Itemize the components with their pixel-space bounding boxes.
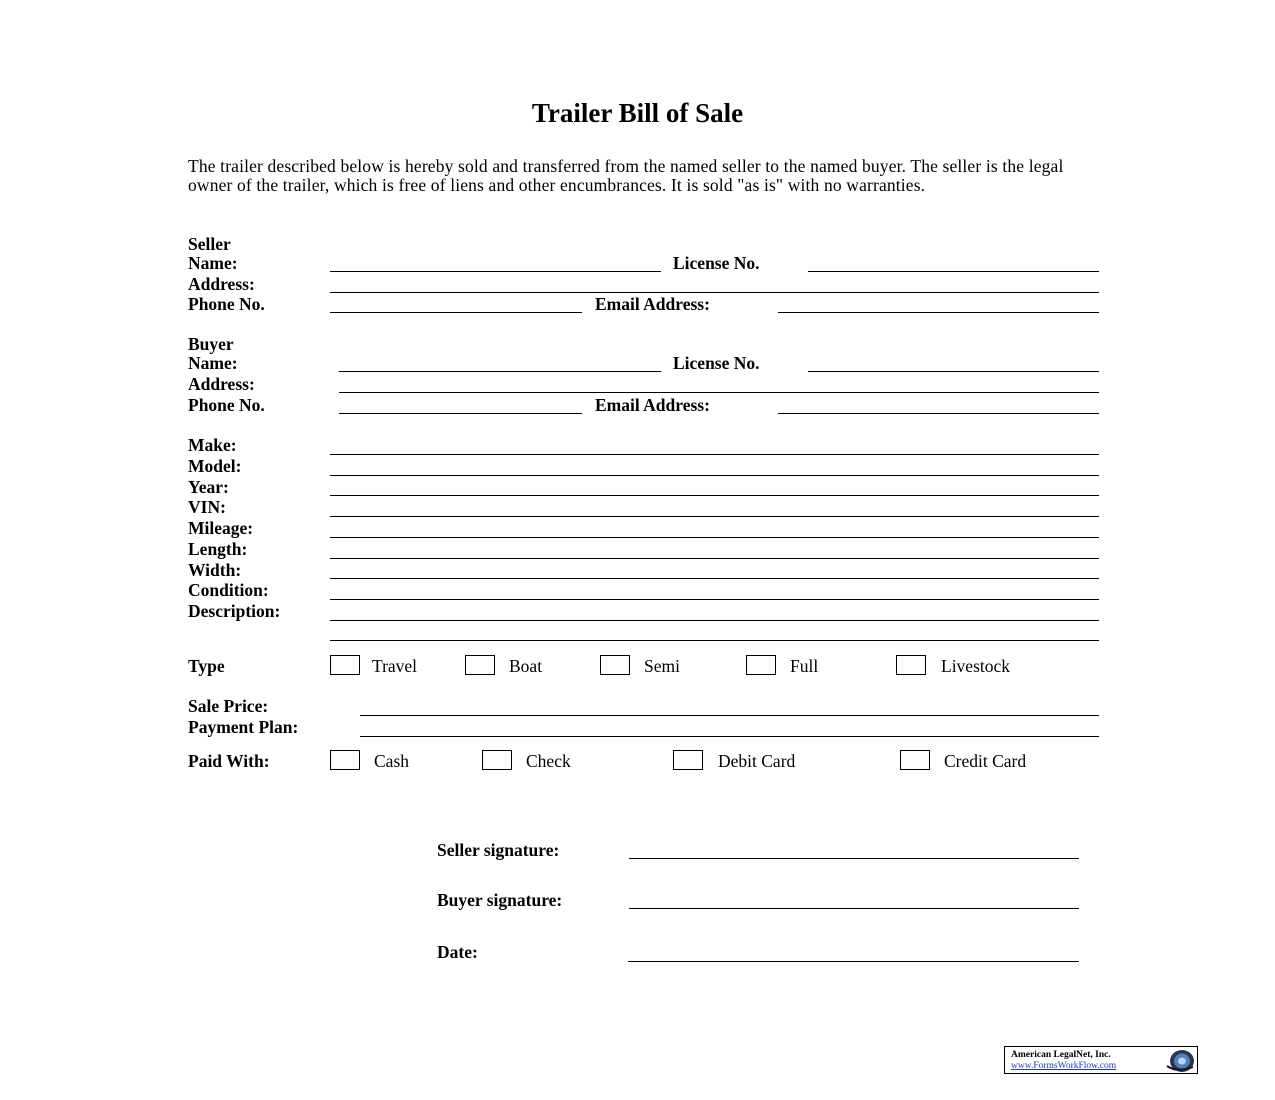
- seller-phone-field[interactable]: [330, 312, 582, 313]
- seller-address-label: Address:: [188, 274, 255, 294]
- type-full-checkbox[interactable]: [746, 655, 776, 675]
- vin-field[interactable]: [330, 516, 1099, 517]
- mileage-field[interactable]: [330, 537, 1099, 538]
- seller-email-field[interactable]: [778, 312, 1099, 313]
- payment-plan-label: Payment Plan:: [188, 717, 299, 737]
- type-boat-label: Boat: [509, 656, 543, 676]
- seller-signature-field[interactable]: [629, 858, 1079, 859]
- buyer-license-field[interactable]: [808, 371, 1099, 372]
- type-label: Type: [188, 656, 225, 676]
- globe-icon: [1163, 1049, 1197, 1073]
- width-field[interactable]: [330, 578, 1099, 579]
- condition-label: Condition:: [188, 580, 269, 600]
- buyer-email-field[interactable]: [778, 413, 1099, 414]
- buyer-signature-label: Buyer signature:: [437, 890, 563, 910]
- description-label: Description:: [188, 601, 281, 621]
- paid-cash-label: Cash: [374, 751, 409, 771]
- paid-debit-card-checkbox[interactable]: [673, 750, 703, 770]
- description-field[interactable]: [330, 620, 1099, 621]
- type-livestock-label: Livestock: [941, 656, 1011, 676]
- length-label: Length:: [188, 539, 248, 559]
- make-field[interactable]: [330, 454, 1099, 455]
- paid-check-checkbox[interactable]: [482, 750, 512, 770]
- year-field[interactable]: [330, 495, 1099, 496]
- vin-label: VIN:: [188, 497, 226, 517]
- condition-field[interactable]: [330, 599, 1099, 600]
- seller-license-field[interactable]: [808, 271, 1099, 272]
- seller-heading: Seller: [188, 234, 231, 254]
- buyer-name-label: Name:: [188, 353, 238, 373]
- year-label: Year:: [188, 477, 229, 497]
- payment-plan-field[interactable]: [360, 736, 1099, 737]
- buyer-signature-field[interactable]: [629, 908, 1079, 909]
- paid-cash-checkbox[interactable]: [330, 750, 360, 770]
- width-label: Width:: [188, 560, 242, 580]
- mileage-label: Mileage:: [188, 518, 254, 538]
- buyer-phone-label: Phone No.: [188, 395, 265, 415]
- type-semi-label: Semi: [644, 656, 680, 676]
- seller-address-field[interactable]: [330, 292, 1099, 293]
- model-label: Model:: [188, 456, 242, 476]
- paid-debit-card-label: Debit Card: [718, 751, 796, 771]
- type-full-label: Full: [790, 656, 819, 676]
- length-field[interactable]: [330, 558, 1099, 559]
- buyer-address-field[interactable]: [339, 392, 1099, 393]
- type-travel-label: Travel: [372, 656, 418, 676]
- type-travel-checkbox[interactable]: [330, 655, 360, 675]
- model-field[interactable]: [330, 475, 1099, 476]
- buyer-name-field[interactable]: [339, 371, 661, 372]
- type-boat-checkbox[interactable]: [465, 655, 495, 675]
- sale-price-field[interactable]: [360, 715, 1099, 716]
- paid-check-label: Check: [526, 751, 571, 771]
- type-livestock-checkbox[interactable]: [896, 655, 926, 675]
- intro-paragraph: The trailer described below is hereby sold and transferred from the named seller to the named buyer. The seller is the legal owner of the trailer, which is free of liens and other encumbrances. It is sold "as is" with no warranties.: [188, 156, 1064, 195]
- seller-name-label: Name:: [188, 253, 238, 273]
- paid-with-label: Paid With:: [188, 751, 270, 771]
- date-label: Date:: [437, 942, 478, 962]
- buyer-address-label: Address:: [188, 374, 255, 394]
- footer-company: American LegalNet, Inc.: [1011, 1050, 1111, 1060]
- seller-phone-label: Phone No.: [188, 294, 265, 314]
- buyer-license-label: License No.: [673, 353, 760, 373]
- buyer-heading: Buyer: [188, 334, 234, 354]
- date-field[interactable]: [628, 961, 1079, 962]
- seller-email-label: Email Address:: [595, 294, 710, 314]
- footer-logo: [1004, 1046, 1198, 1074]
- buyer-email-label: Email Address:: [595, 395, 710, 415]
- document-title: Trailer Bill of Sale: [531, 98, 744, 128]
- sale-price-label: Sale Price:: [188, 696, 269, 716]
- footer-url-link[interactable]: www.FormsWorkFlow.com: [1011, 1061, 1117, 1071]
- type-semi-checkbox[interactable]: [600, 655, 630, 675]
- description-field-line-2[interactable]: [330, 640, 1099, 641]
- make-label: Make:: [188, 435, 237, 455]
- seller-signature-label: Seller signature:: [437, 840, 560, 860]
- paid-credit-card-checkbox[interactable]: [900, 750, 930, 770]
- paid-credit-card-label: Credit Card: [944, 751, 1027, 771]
- seller-name-field[interactable]: [330, 271, 661, 272]
- seller-license-label: License No.: [673, 253, 760, 273]
- buyer-phone-field[interactable]: [339, 413, 582, 414]
